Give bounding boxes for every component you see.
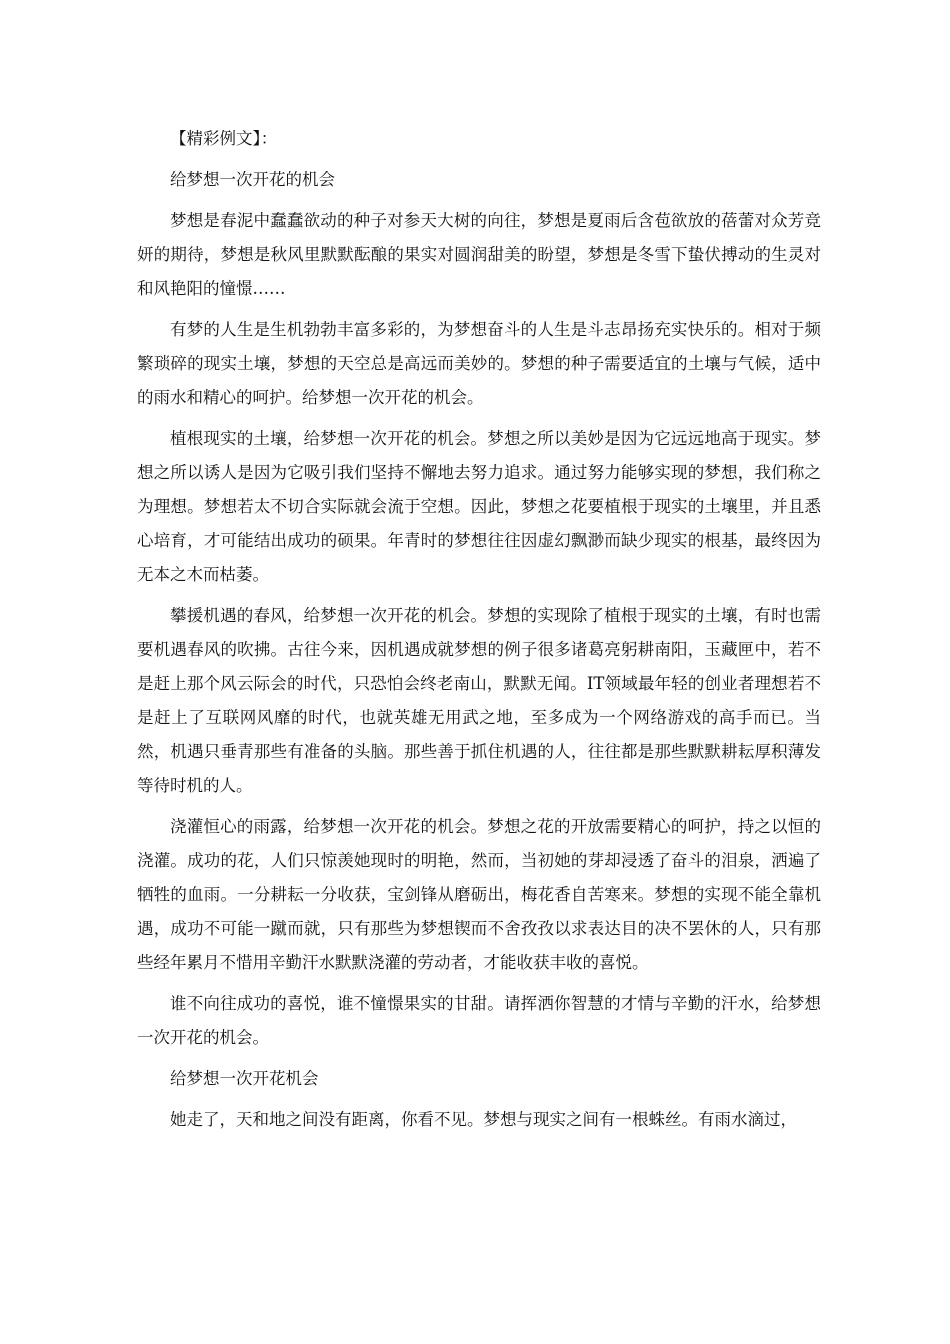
- essay1-paragraph: 有梦的人生是生机勃勃丰富多彩的，为梦想奋斗的人生是斗志昂扬充实快乐的。相对于频繁琐碎的现实土壤，梦想的天空总是高远而美妙的。梦想的种子需要适宜的土壤与气候，适中的雨水和精心的呵护。给梦想一次开花的机会。: [137, 320, 821, 407]
- essay1-paragraph: 攀援机遇的春风，给梦想一次开花的机会。梦想的实现除了植根于现实的土壤，有时也需要机遇春风的吹拂。古往今来，因机遇成就梦想的例子很多诸葛亮躬耕南阳，玉藏匣中，若不是赶上那个风云际会的时代，只恐怕会终老南山，默默无闻。IT领域最年轻的创业者理想若不是赶上了互联网风靡的时代，也就英雄无用武之地，至多成为一个网络游戏的高手而已。当然，机遇只垂青那些有准备的头脑。那些善于抓住机遇的人，往往都是那些默默耕耘厚积薄发等待时机的人。: [137, 606, 821, 795]
- essay1-paragraph: 梦想是春泥中蠢蠢欲动的种子对参天大树的向往，梦想是夏雨后含苞欲放的蓓蕾对众芳竞妍的期待，梦想是秋风里默默酝酿的果实对圆润甜美的盼望，梦想是冬雪下蛰伏搏动的生灵对和风艳阳的憧憬……: [137, 211, 821, 298]
- essay2-paragraph: 她走了，天和地之间没有距离，你看不见。梦想与现实之间有一根蛛丝。有雨水滴过，: [170, 1110, 797, 1129]
- essay1-paragraph: 谁不向往成功的喜悦，谁不憧憬果实的甘甜。请挥洒你智慧的才情与辛勤的汗水，给梦想一次开花的机会。: [137, 994, 821, 1047]
- section-label: 【精彩例文】：: [170, 129, 278, 148]
- essay1-paragraph: 浇灌恒心的雨露，给梦想一次开花的机会。梦想之花的开放需要精心的呵护，持之以恒的浇灌。成功的花，人们只惊羡她现时的明艳，然而，当初她的芽却浸透了奋斗的泪泉，洒遍了牺牲的血雨。一分耕耘一分收获，宝剑锋从磨砺出，梅花香自苦寒来。梦想的实现不能全靠机遇，成功不可能一蹴而就，只有那些为梦想锲而不舍孜孜以求表达目的决不罢休的人，只有那些经年累月不惜用辛勤汗水默默浇灌的劳动者，才能收获丰收的喜悦。: [137, 817, 821, 972]
- essay-title-2: 给梦想一次开花机会: [170, 1069, 319, 1088]
- essay1-paragraph: 植根现实的土壤，给梦想一次开花的机会。梦想之所以美妙是因为它远远地高于现实。梦想之所以诱人是因为它吸引我们坚持不懈地去努力追求。通过努力能够实现的梦想，我们称之为理想。梦想若太不切合实际就会流于空想。因此，梦想之花要植根于现实的土壤里，并且悉心培育，才可能结出成功的硕果。年青时的梦想往往因虚幻飘渺而缺少现实的根基，最终因为无本之木而枯萎。: [137, 429, 821, 584]
- document-body: [137, 122, 821, 1144]
- essay-title-1: 给梦想一次开花的机会: [170, 170, 335, 189]
